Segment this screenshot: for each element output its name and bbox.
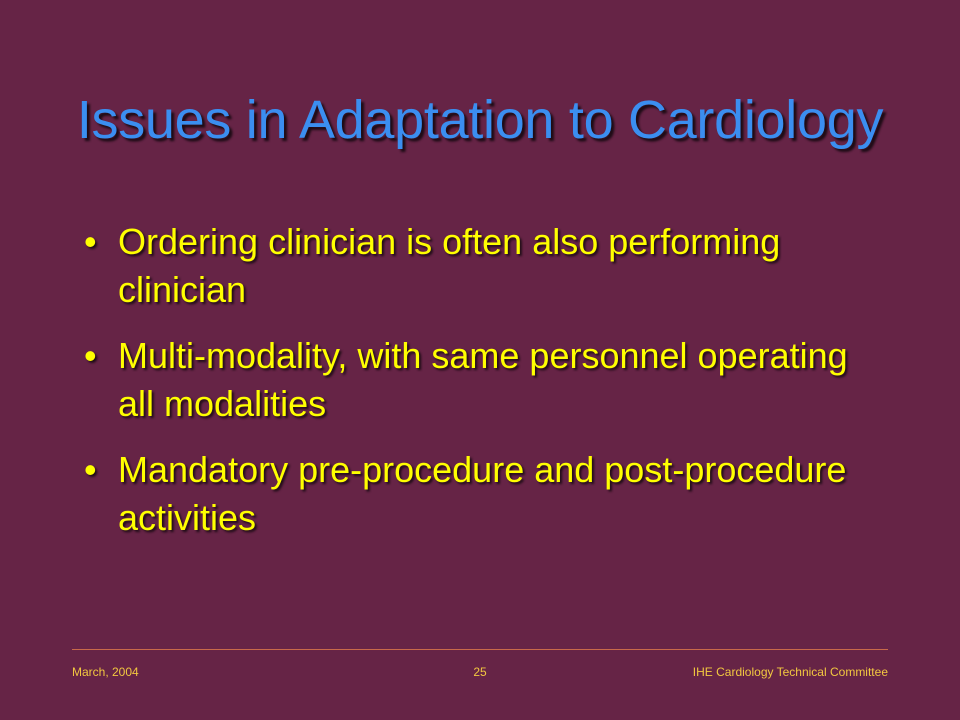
bullet-text: Multi-modality, with same personnel operating all modalities [118,335,848,424]
bullet-dot-icon: • [84,449,97,490]
bullet-dot-icon: • [84,221,97,262]
footer-divider [72,649,888,650]
bullet-text: Ordering clinician is often also performing clinician [118,221,781,310]
bullet-text: Mandatory pre-procedure and post-procedure activities [118,449,847,538]
slide-title: Issues in Adaptation to Cardiology [76,90,884,150]
footer-date: March, 2004 [72,665,139,679]
bullet-item [84,332,864,428]
bullet-item [84,446,864,542]
bullet-dot-icon: • [84,335,97,376]
footer-organization: IHE Cardiology Technical Committee [692,665,888,679]
bullet-list [84,218,864,560]
footer-page-number: 25 [473,665,487,679]
bullet-item [84,218,864,314]
